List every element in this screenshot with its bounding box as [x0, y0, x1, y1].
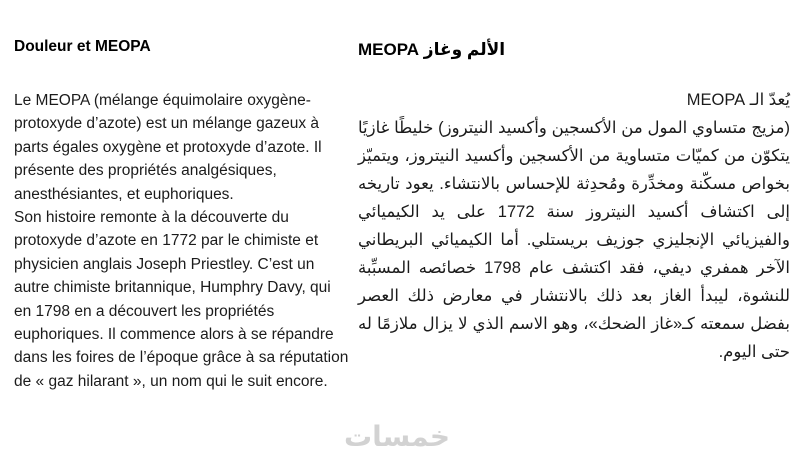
arabic-title: الألم وغاز MEOPA — [358, 40, 506, 59]
french-paragraph-1: Le MEOPA (mélange équimolaire oxygène-protoxyde d’azote) est un mélange gazeux à parts égales oxygène et protoxyde d’azote. Il présente des propriétés analgésiques, anesthésiantes, et euphoriques. — [14, 92, 322, 203]
french-title: Douleur et MEOPA — [14, 38, 151, 55]
french-body — [14, 89, 350, 393]
arabic-column — [358, 40, 790, 366]
french-column — [14, 38, 350, 393]
khamsat-watermark: خمسات — [344, 421, 451, 452]
arabic-lead-line: يُعدّ الـ MEOPA — [686, 91, 790, 109]
arabic-paragraph: (مزيج متساوي المول من الأكسجين وأكسيد النيتروز) خليطًا غازيًا يتكوّن من كميّات متساوية من الأكسجين وأكسيد النيتروز، ويتميّز بخواص مسكّنة ومخدِّرة ومُحدِثة للإحساس بالانتشاء. يعود تاريخه إلى اكتشاف أكسيد النيتروز سنة 1772 على يد الكيميائي والفيزيائي الإنجليزي جوزيف بريستلي. أما الكيميائي البريطاني الآخر همفري ديفي، فقد اكتشف عام 1798 خصائصه المسبِّبة للنشوة، ليبدأ الغاز بعد ذلك بالانتشار في معارض ذلك العصر بفضل سمعته كـ«غاز الضحك»، وهو الاسم الذي لا يزال ملازمًا له حتى اليوم. — [358, 119, 790, 361]
arabic-body — [358, 86, 790, 366]
french-paragraph-2: Son histoire remonte à la découverte du protoxyde d’azote en 1772 par le chimiste et physicien anglais Joseph Priestley. C’est un autre chimiste britannique, Humphry Davy, qui en 1798 en a découvert les propriétés euphoriques. Il commence alors à se répandre dans les foires de l’époque grâce à sa réputation de « gaz hilarant », un nom qui le suit encore. — [14, 209, 349, 390]
